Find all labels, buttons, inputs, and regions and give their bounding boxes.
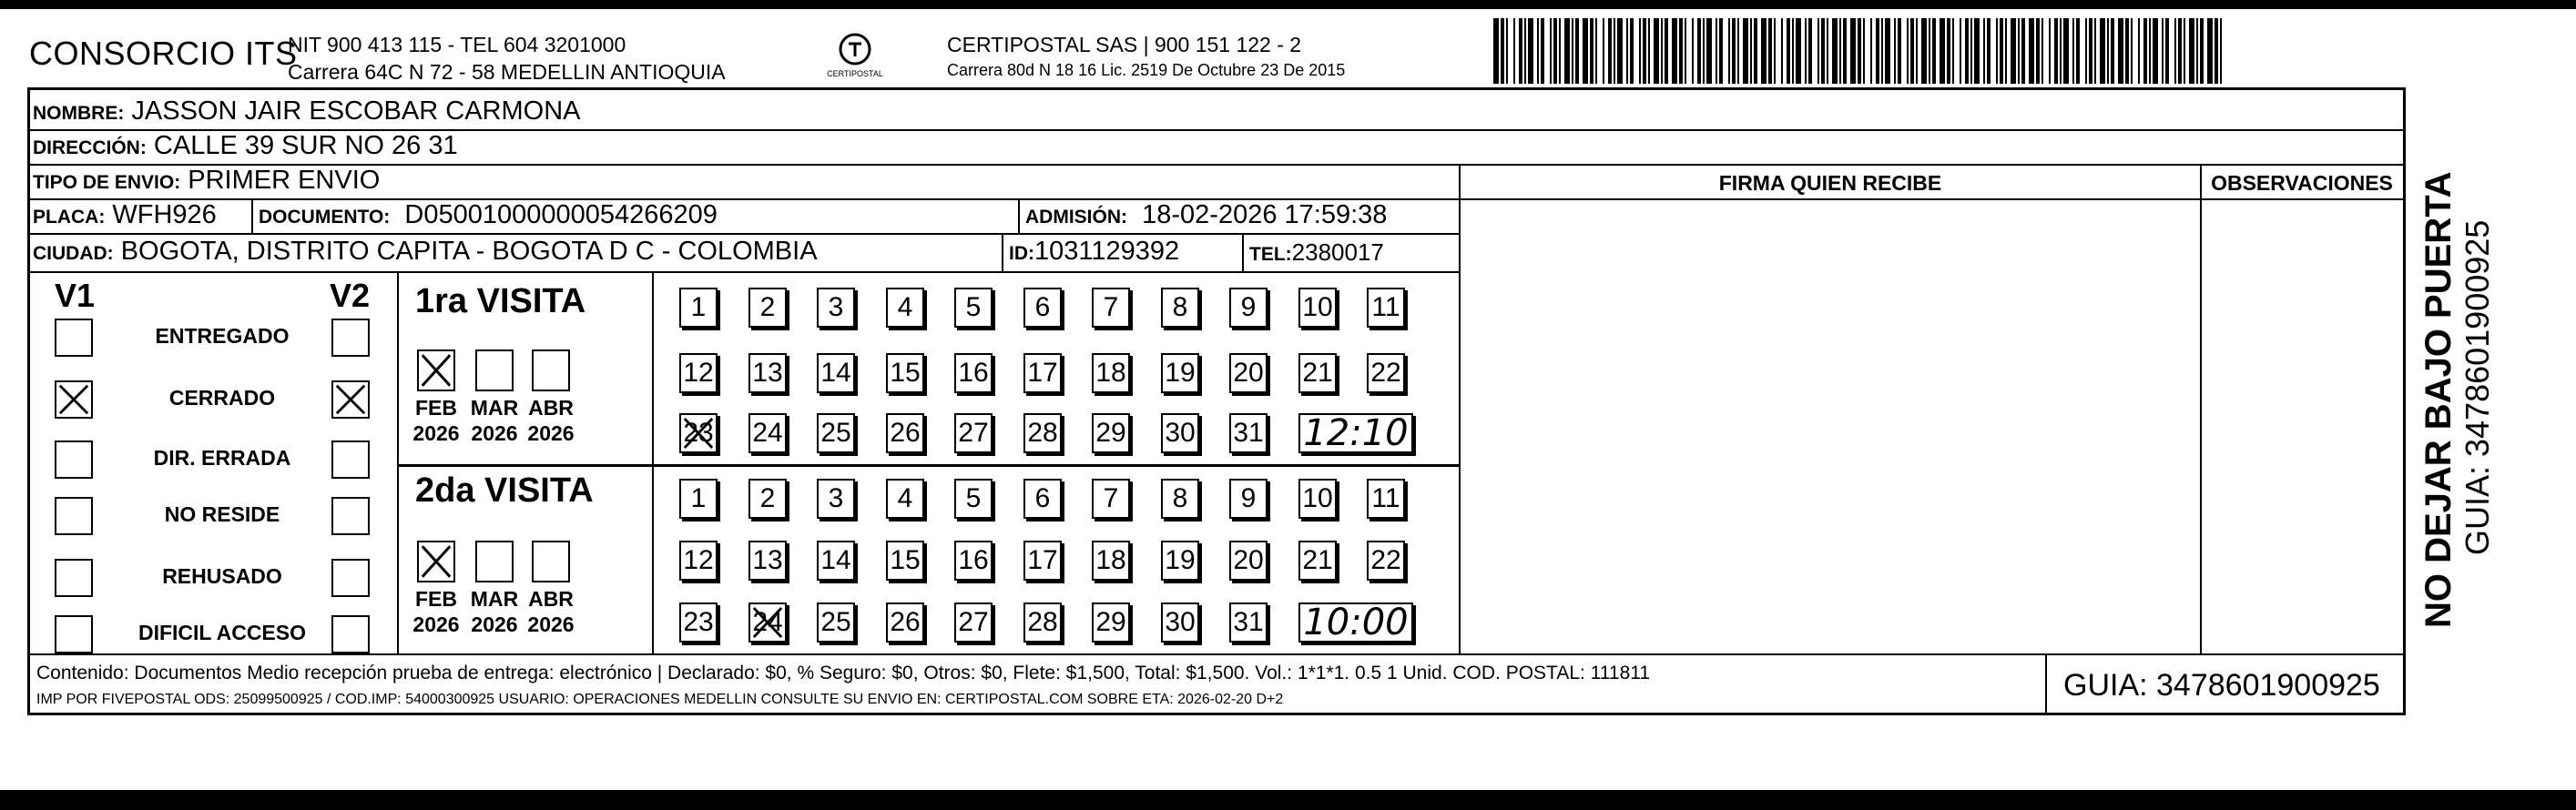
- day-box[interactable]: [1161, 413, 1199, 453]
- day-box[interactable]: [817, 541, 855, 581]
- row-divider: [27, 233, 1459, 235]
- day-box[interactable]: [748, 413, 787, 453]
- visit-divider: [397, 464, 1459, 467]
- day-number: 13: [752, 545, 783, 575]
- barcode: [1493, 18, 2222, 84]
- day-number: 14: [820, 358, 851, 388]
- day-box[interactable]: [1161, 288, 1199, 328]
- day-number: 19: [1165, 358, 1196, 388]
- tipo-value: PRIMER ENVIO: [188, 166, 381, 195]
- day-number: 11: [1371, 483, 1400, 513]
- day-box[interactable]: [954, 479, 993, 519]
- ciudad-value: BOGOTA, DISTRITO CAPITA - BOGOTA D C - COLOMBIA: [120, 237, 818, 266]
- day-number: 10: [1302, 483, 1333, 513]
- field-direccion: [33, 131, 458, 161]
- day-number: 22: [1370, 358, 1401, 388]
- day-box[interactable]: [886, 479, 924, 519]
- observations-area[interactable]: [2202, 200, 2404, 652]
- x-check-mark: [333, 382, 368, 417]
- month-checkbox[interactable]: [532, 541, 570, 582]
- month-checkbox[interactable]: [475, 349, 514, 391]
- visit-time: 12:10: [1303, 412, 1409, 454]
- status-label: ENTREGADO: [155, 324, 290, 348]
- day-box[interactable]: [1367, 479, 1405, 519]
- month-checkbox[interactable]: [532, 349, 570, 391]
- documento-label: DOCUMENTO:: [259, 207, 391, 228]
- day-box[interactable]: [748, 541, 787, 581]
- company-address: Carrera 64C N 72 - 58 MEDELLIN ANTIOQUIA: [288, 60, 726, 84]
- day-number: 23: [683, 418, 714, 448]
- day-number: 15: [890, 545, 921, 575]
- status-v1-checkbox[interactable]: [55, 380, 93, 419]
- section-divider: [397, 271, 399, 653]
- field-divider: [1002, 233, 1003, 271]
- footer-imp: IMP POR FIVEPOSTAL ODS: 25099500925 / COD.IMP: 54000300925 USUARIO: OPERACIONES MEDELLIN CONSULTE SU ENVIO EN: CERTIPOSTAL.COM SOBRE ETA: 2026-02-20 D+2: [36, 692, 1284, 707]
- status-v1-checkbox[interactable]: [55, 319, 93, 357]
- day-box[interactable]: [886, 541, 924, 581]
- month-year: 2026: [412, 421, 460, 445]
- certipostal-line1: CERTIPOSTAL SAS | 900 151 122 - 2: [947, 33, 1302, 56]
- day-box[interactable]: [1229, 288, 1268, 328]
- day-box[interactable]: [1229, 413, 1268, 453]
- month-label: [524, 395, 578, 446]
- field-documento: [259, 200, 718, 230]
- day-number: 28: [1027, 607, 1058, 637]
- observaciones-header: OBSERVACIONES: [2211, 171, 2393, 195]
- day-number: 30: [1165, 607, 1196, 637]
- day-number: 12: [683, 358, 714, 388]
- section-divider: [652, 271, 654, 653]
- day-box[interactable]: [1023, 541, 1062, 581]
- barcode-bar: [2220, 18, 2222, 84]
- month-name: ABR: [528, 587, 574, 611]
- day-number: 29: [1095, 418, 1126, 448]
- month-year: 2026: [412, 613, 460, 636]
- day-number: 30: [1165, 418, 1196, 448]
- month-label: [467, 586, 522, 637]
- month-label: [467, 395, 522, 446]
- field-id: [1009, 237, 1179, 267]
- day-box[interactable]: [817, 602, 855, 643]
- ciudad-label: CIUDAD:: [33, 243, 114, 264]
- day-box[interactable]: [1298, 479, 1337, 519]
- v1-header: V1: [55, 277, 96, 314]
- day-box[interactable]: [1023, 353, 1062, 393]
- month-name: MAR: [470, 587, 519, 611]
- x-check-mark: [419, 351, 453, 390]
- month-name: FEB: [415, 587, 457, 611]
- day-box[interactable]: [886, 353, 924, 393]
- certipostal-line2: Carrera 80d N 18 16 Lic. 2519 De Octubre 23 De 2015: [947, 61, 1346, 79]
- documento-value: D05001000000054266209: [404, 200, 718, 229]
- day-box[interactable]: [1023, 413, 1062, 453]
- field-tel: [1249, 238, 1384, 267]
- day-box[interactable]: [817, 413, 855, 453]
- day-number: 11: [1371, 292, 1400, 322]
- day-number: 20: [1233, 545, 1264, 575]
- firma-header: FIRMA QUIEN RECIBE: [1718, 171, 1942, 195]
- day-number: 5: [965, 292, 982, 322]
- month-year: 2026: [527, 421, 575, 445]
- day-number: 17: [1027, 545, 1058, 575]
- day-box[interactable]: [1367, 541, 1405, 581]
- day-box[interactable]: [954, 353, 993, 393]
- day-box[interactable]: [679, 479, 718, 519]
- status-label: REHUSADO: [162, 564, 282, 588]
- day-number: 20: [1233, 358, 1264, 388]
- company-name: CONSORCIO ITS: [29, 35, 298, 72]
- day-number: 12: [683, 545, 714, 575]
- day-number: 1: [690, 483, 707, 513]
- status-v1-checkbox[interactable]: [55, 559, 93, 597]
- month-label: [409, 586, 463, 637]
- day-box[interactable]: [748, 479, 787, 519]
- month-name: MAR: [470, 396, 519, 420]
- day-box[interactable]: [1229, 353, 1268, 393]
- footer-contenido: Contenido: Documentos Medio recepción prueba de entrega: electrónico | Declarado: $0, % Seguro: $0, Otros: $0, Flete: $1,500, Total: $1,500. Vol.: 1*1*1. 0.5 1 Unid. COD. POSTAL: 111811: [36, 663, 1651, 683]
- row-divider: [27, 653, 2406, 655]
- id-value: 1031129392: [1034, 237, 1180, 266]
- day-box[interactable]: [1161, 602, 1199, 643]
- tel-value: 2380017: [1291, 238, 1384, 266]
- nombre-value: JASSON JAIR ESCOBAR CARMONA: [131, 96, 581, 126]
- day-number: 16: [958, 358, 989, 388]
- day-number: 3: [828, 292, 844, 322]
- day-box[interactable]: [1161, 479, 1199, 519]
- day-box[interactable]: [1092, 602, 1130, 643]
- row-divider: [27, 271, 1459, 273]
- day-box[interactable]: [1298, 353, 1337, 393]
- day-number: 9: [1240, 292, 1257, 322]
- placa-value: WFH926: [112, 200, 217, 229]
- day-number: 6: [1034, 483, 1051, 513]
- direccion-label: DIRECCIÓN:: [33, 137, 147, 158]
- company-nit: NIT 900 413 115 - TEL 604 3201000: [288, 33, 626, 56]
- bottom-border: [0, 790, 2576, 810]
- placa-label: PLACA:: [33, 207, 106, 228]
- status-label: DIFICIL ACCESO: [137, 621, 306, 644]
- visit-time-box[interactable]: [1298, 602, 1413, 643]
- day-number: 13: [752, 358, 783, 388]
- day-box[interactable]: [748, 288, 787, 328]
- day-number: 6: [1034, 292, 1051, 322]
- field-divider: [1242, 233, 1244, 271]
- status-v2-checkbox[interactable]: [331, 440, 370, 479]
- tel-label: TEL:: [1249, 244, 1292, 265]
- certipostal-info: [947, 31, 1345, 82]
- day-number: 17: [1027, 358, 1058, 388]
- day-number: 19: [1165, 545, 1196, 575]
- day-box[interactable]: [886, 602, 924, 643]
- day-number: 18: [1095, 545, 1126, 575]
- status-v1-checkbox[interactable]: [55, 440, 93, 479]
- day-number: 10: [1302, 292, 1333, 322]
- day-number: 27: [958, 418, 989, 448]
- day-number: 24: [752, 418, 783, 448]
- month-year: 2026: [471, 613, 518, 636]
- day-box[interactable]: [748, 602, 787, 643]
- status-v2-checkbox[interactable]: [331, 380, 370, 419]
- month-checkbox[interactable]: [417, 541, 455, 582]
- status-v2-checkbox[interactable]: [331, 319, 370, 357]
- day-box[interactable]: [1161, 353, 1199, 393]
- month-name: ABR: [528, 396, 574, 420]
- side-guia: GUIA: 3478601900925: [2459, 219, 2496, 555]
- day-number: 23: [683, 607, 714, 637]
- day-number: 26: [890, 418, 921, 448]
- day-number: 24: [752, 607, 783, 637]
- certipostal-logo: [825, 29, 885, 86]
- status-label: NO RESIDE: [164, 502, 280, 526]
- day-box[interactable]: [1023, 602, 1062, 643]
- day-number: 7: [1103, 292, 1119, 322]
- day-box[interactable]: [1092, 353, 1130, 393]
- day-number: 28: [1027, 418, 1058, 448]
- day-number: 16: [958, 545, 989, 575]
- day-number: 25: [820, 418, 851, 448]
- day-number: 9: [1240, 483, 1257, 513]
- row-divider: [27, 164, 2406, 166]
- day-box[interactable]: [1367, 353, 1405, 393]
- day-number: 8: [1172, 292, 1188, 322]
- day-box[interactable]: [817, 288, 855, 328]
- day-number: 5: [965, 483, 982, 513]
- field-divider: [1018, 198, 1020, 233]
- visit-time-box[interactable]: [1298, 413, 1413, 453]
- day-number: 22: [1370, 545, 1401, 575]
- day-box[interactable]: [954, 288, 993, 328]
- x-check-mark: [681, 415, 716, 451]
- footer-guia: GUIA: 3478601900925: [2063, 668, 2380, 703]
- side-warning: NO DEJAR BAJO PUERTA: [2418, 171, 2459, 628]
- day-number: 15: [890, 358, 921, 388]
- day-box[interactable]: [1023, 288, 1062, 328]
- day-number: 2: [759, 483, 776, 513]
- month-label: [409, 395, 463, 446]
- signature-area[interactable]: [1461, 200, 2200, 652]
- day-box[interactable]: [954, 602, 993, 643]
- day-number: 31: [1233, 607, 1264, 637]
- logo-text: CERTIPOSTAL: [827, 69, 883, 78]
- tipo-label: TIPO DE ENVIO:: [33, 172, 181, 193]
- x-check-mark: [56, 382, 91, 417]
- day-number: 26: [890, 607, 921, 637]
- x-check-mark: [419, 542, 453, 581]
- nombre-label: NOMBRE:: [33, 103, 125, 124]
- status-v2-checkbox[interactable]: [331, 497, 370, 535]
- company-info: [288, 31, 726, 86]
- day-box[interactable]: [1092, 413, 1130, 453]
- day-box[interactable]: [679, 541, 718, 581]
- admision-label: ADMISIÓN:: [1025, 207, 1127, 228]
- day-number: 21: [1302, 358, 1333, 388]
- field-admision: [1025, 200, 1387, 230]
- status-label: CERRADO: [168, 386, 276, 410]
- day-number: 29: [1095, 607, 1126, 637]
- field-tipo: [33, 166, 380, 196]
- status-v2-checkbox[interactable]: [331, 615, 370, 653]
- day-box[interactable]: [679, 288, 718, 328]
- status-label: DIR. ERRADA: [153, 446, 291, 470]
- day-box[interactable]: [679, 353, 718, 393]
- month-name: FEB: [415, 396, 457, 420]
- day-box[interactable]: [748, 353, 787, 393]
- month-year: 2026: [527, 613, 575, 636]
- day-number: 14: [820, 545, 851, 575]
- day-number: 27: [958, 607, 989, 637]
- field-ciudad: [33, 237, 818, 267]
- visit-time: 10:00: [1303, 602, 1409, 643]
- day-box[interactable]: [886, 288, 924, 328]
- day-number: 2: [759, 292, 776, 322]
- day-number: 4: [897, 483, 913, 513]
- field-nombre: [33, 96, 580, 127]
- day-box[interactable]: [679, 602, 718, 643]
- day-box[interactable]: [954, 413, 993, 453]
- month-checkbox[interactable]: [475, 541, 514, 582]
- id-label: ID:: [1009, 243, 1034, 264]
- day-number: 7: [1103, 483, 1119, 513]
- day-number: 18: [1095, 358, 1126, 388]
- day-box[interactable]: [886, 413, 924, 453]
- v2-header: V2: [330, 277, 371, 314]
- day-box[interactable]: [817, 353, 855, 393]
- admision-value: 18-02-2026 17:59:38: [1142, 200, 1388, 229]
- footer-divider: [2045, 653, 2047, 715]
- day-number: 8: [1172, 483, 1188, 513]
- day-box[interactable]: [1367, 288, 1405, 328]
- status-v1-checkbox[interactable]: [55, 615, 93, 653]
- month-year: 2026: [471, 421, 518, 445]
- x-check-mark: [750, 604, 785, 641]
- day-box[interactable]: [1229, 541, 1268, 581]
- field-divider: [251, 198, 253, 233]
- day-box[interactable]: [679, 413, 718, 453]
- day-box[interactable]: [1023, 479, 1062, 519]
- day-number: 1: [690, 292, 707, 322]
- visit2-title: 2da VISITA: [415, 471, 594, 510]
- day-box[interactable]: [954, 541, 993, 581]
- top-border: [0, 0, 2576, 9]
- day-number: 4: [897, 292, 913, 322]
- day-box[interactable]: [1092, 479, 1130, 519]
- day-box[interactable]: [1229, 479, 1268, 519]
- day-number: 25: [820, 607, 851, 637]
- month-label: [524, 586, 578, 637]
- direccion-value: CALLE 39 SUR NO 26 31: [153, 131, 458, 160]
- status-v1-checkbox[interactable]: [55, 497, 93, 535]
- day-box[interactable]: [1092, 288, 1130, 328]
- day-box[interactable]: [1229, 602, 1268, 643]
- status-v2-checkbox[interactable]: [331, 559, 370, 597]
- day-box[interactable]: [1161, 541, 1199, 581]
- day-number: 3: [828, 483, 844, 513]
- day-box[interactable]: [1092, 541, 1130, 581]
- visit1-title: 1ra VISITA: [415, 282, 586, 320]
- field-placa: [33, 200, 217, 230]
- day-number: 21: [1302, 545, 1333, 575]
- day-box[interactable]: [817, 479, 855, 519]
- month-checkbox[interactable]: [417, 349, 455, 391]
- day-box[interactable]: [1298, 288, 1337, 328]
- day-box[interactable]: [1298, 541, 1337, 581]
- day-number: 31: [1233, 418, 1264, 448]
